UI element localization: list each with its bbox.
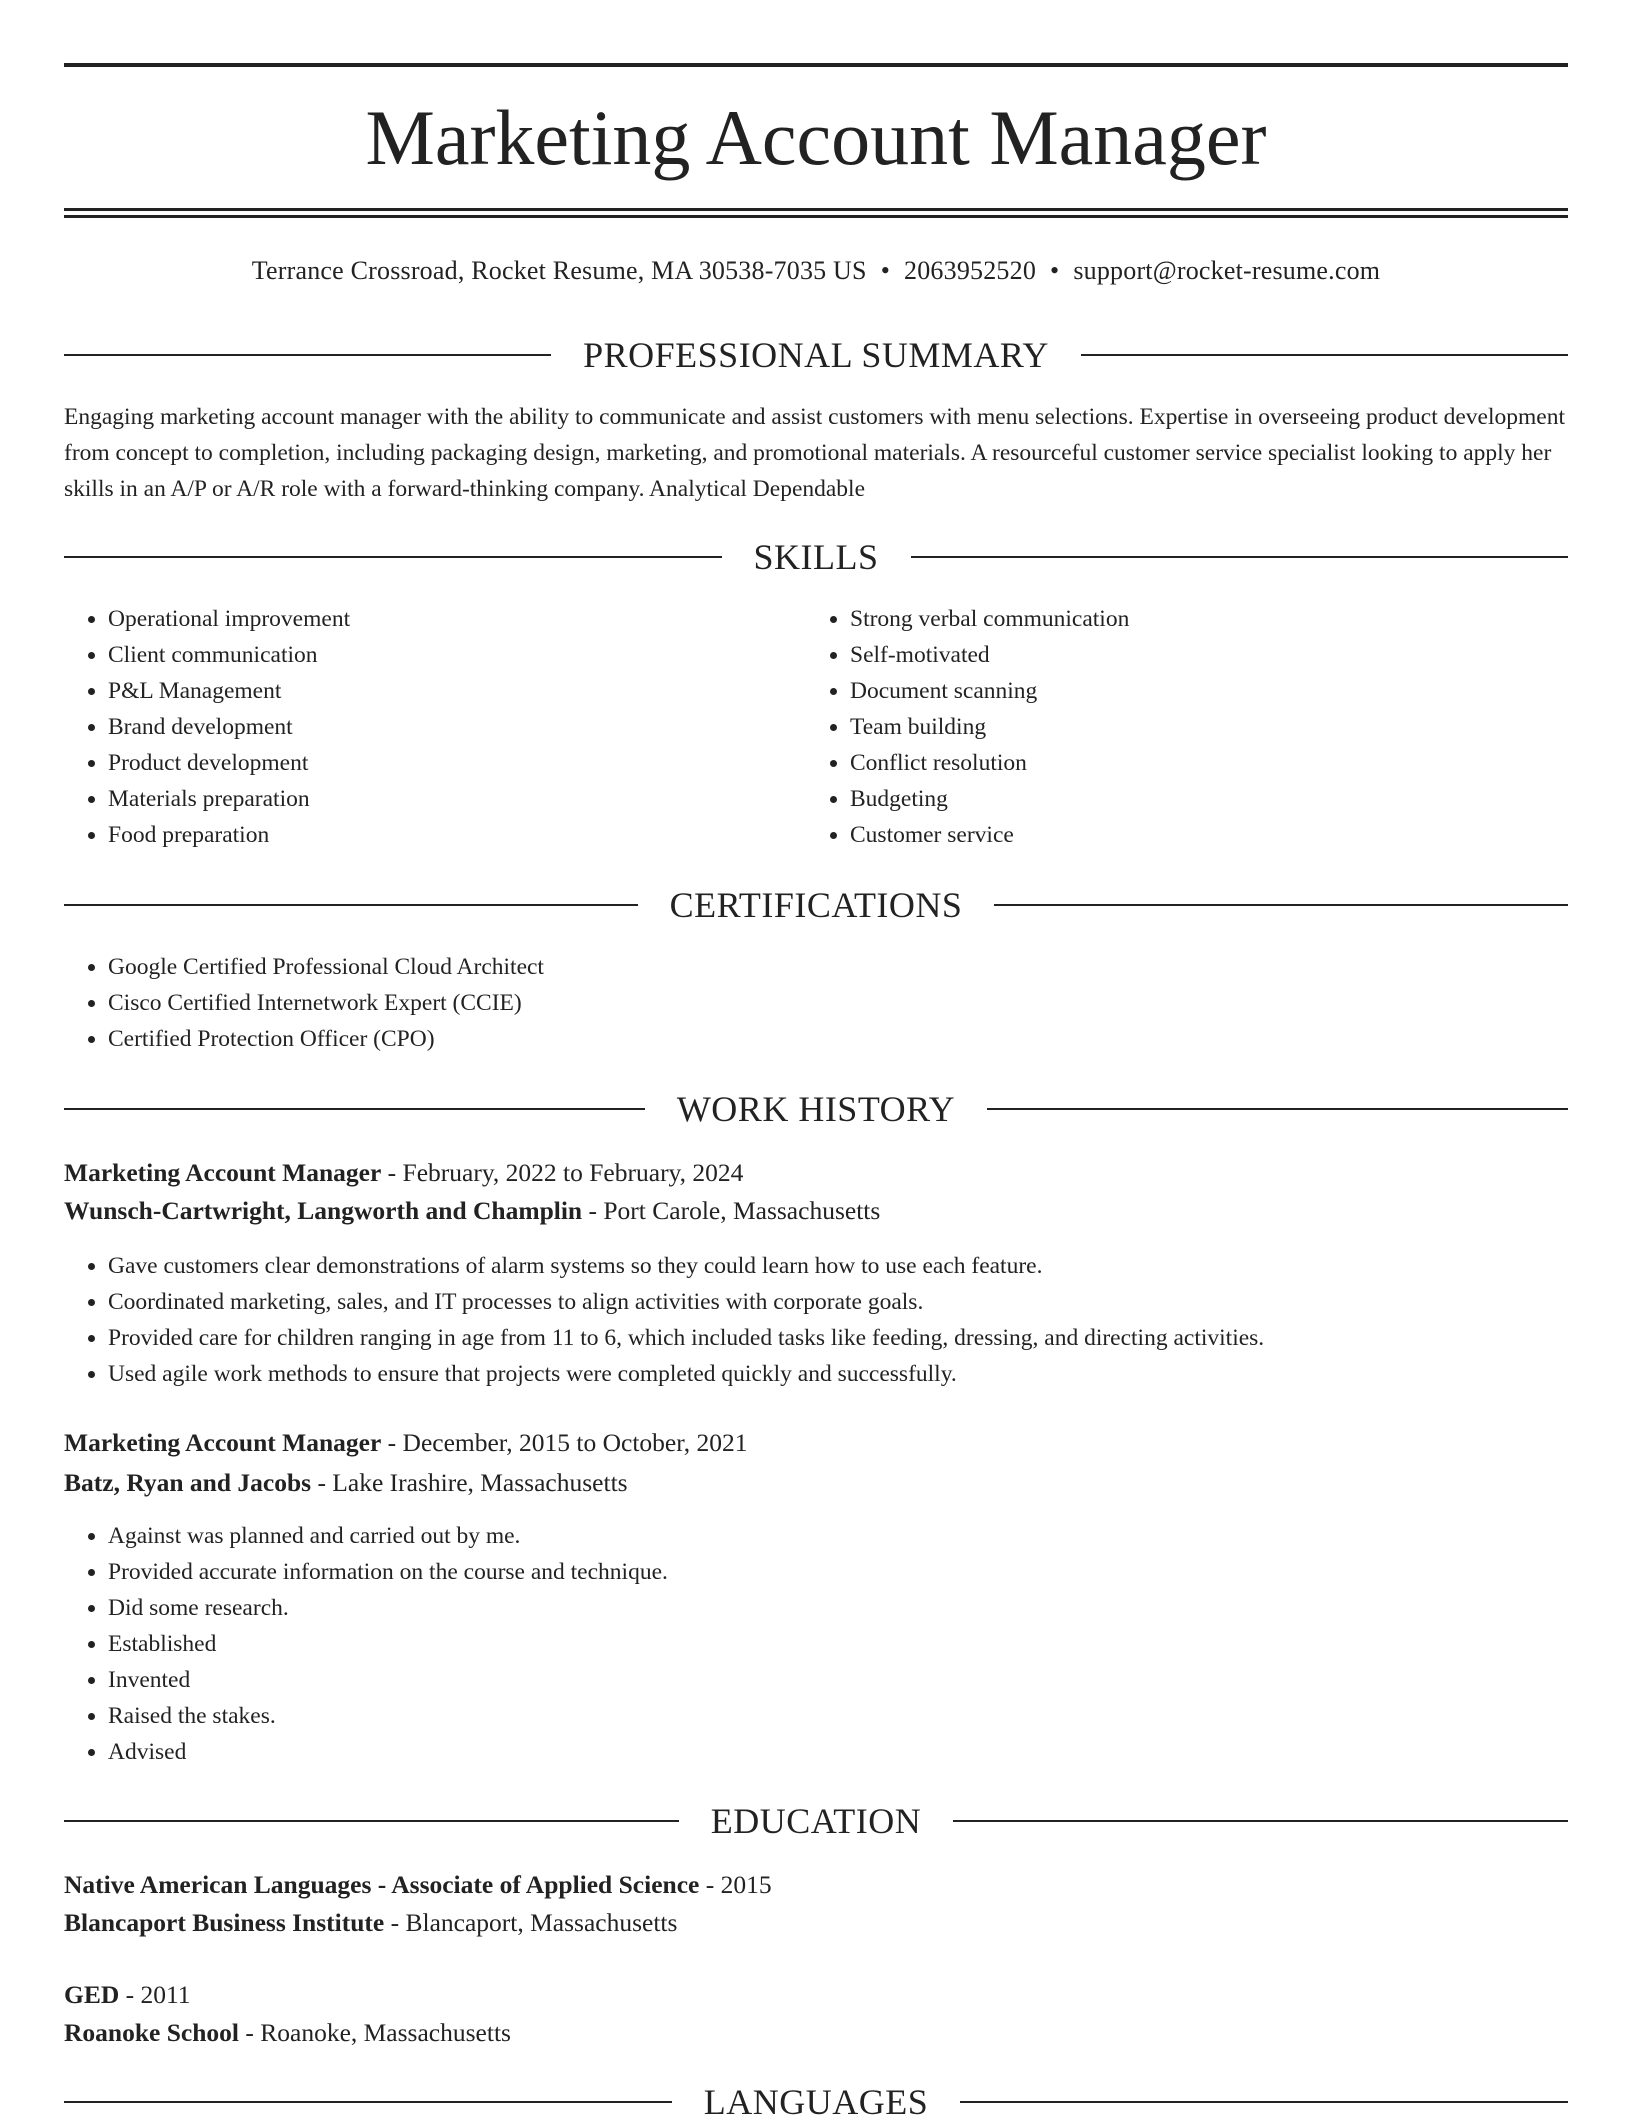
education-school: Blancaport Business Institute bbox=[64, 1908, 385, 1937]
job-company-line bbox=[64, 1192, 1568, 1230]
certification-item: • Cisco Certified Internetwork Expert (CCIE) bbox=[108, 985, 1508, 1021]
section-heading-skills bbox=[64, 535, 1568, 579]
job-location: - Lake Irashire, Massachusetts bbox=[311, 1468, 628, 1497]
certifications-list bbox=[64, 949, 1508, 1057]
education-degree: GED bbox=[64, 1980, 120, 2009]
section-rule bbox=[64, 556, 722, 558]
certification-item: • Google Certified Professional Cloud Architect bbox=[108, 949, 1508, 985]
double-rule-lower bbox=[64, 215, 1568, 218]
section-heading-certifications bbox=[64, 883, 1568, 927]
job-bullet: • Advised bbox=[108, 1734, 1568, 1770]
education-school-line bbox=[64, 1904, 1568, 1942]
section-rule bbox=[64, 2101, 672, 2103]
section-heading-work-history bbox=[64, 1087, 1568, 1131]
job-title-line bbox=[64, 1424, 1568, 1462]
summary-text: Engaging marketing account manager with the ability to communicate and assist customers with menu selections. Expertise in overseeing product development from concept to completion, including packaging design, marketing, and promotional materials. A resourceful customer service specialist looking to apply her skills in an A/P or A/R role with a forward-thinking company. Analytical Dependable bbox=[64, 404, 1565, 502]
skill-item: • Document scanning bbox=[850, 673, 1550, 709]
skills-list-right bbox=[806, 601, 1550, 853]
job-bullet: • Established bbox=[108, 1626, 1568, 1662]
job-title-line bbox=[64, 1154, 1568, 1192]
top-rule bbox=[64, 63, 1568, 67]
section-rule bbox=[64, 1108, 645, 1110]
job-bullet: • Did some research. bbox=[108, 1590, 1568, 1626]
skill-item: • Conflict resolution bbox=[850, 745, 1550, 781]
job-title: Marketing Account Manager bbox=[64, 1158, 382, 1187]
skill-item: • Client communication bbox=[108, 637, 788, 673]
contact-address: Terrance Crossroad, Rocket Resume, MA 30538-7035 US bbox=[251, 256, 867, 285]
skill-item: • Operational improvement bbox=[108, 601, 788, 637]
job-bullet: • Against was planned and carried out by me. bbox=[108, 1518, 1568, 1554]
job-bullet: • Provided care for children ranging in age from 11 to 6, which included tasks like feeding, dressing, and directing activities. bbox=[108, 1320, 1568, 1356]
job-bullet: • Invented bbox=[108, 1662, 1568, 1698]
job-bullet: • Used agile work methods to ensure that projects were completed quickly and successfully. bbox=[108, 1356, 1568, 1392]
section-rule bbox=[64, 904, 638, 906]
section-rule bbox=[1081, 354, 1568, 356]
job-location: - Port Carole, Massachusetts bbox=[582, 1196, 881, 1225]
skill-item: • Self-motivated bbox=[850, 637, 1550, 673]
section-heading-summary bbox=[64, 333, 1568, 377]
contact-separator: • bbox=[1050, 256, 1060, 285]
section-rule bbox=[994, 904, 1568, 906]
job-bullet: • Coordinated marketing, sales, and IT processes to align activities with corporate goals. bbox=[108, 1284, 1568, 1320]
section-rule bbox=[64, 1820, 679, 1822]
section-rule bbox=[953, 1820, 1568, 1822]
education-school-line bbox=[64, 2014, 1568, 2052]
contact-separator: • bbox=[880, 256, 891, 285]
job-bullets bbox=[64, 1518, 1568, 1770]
job-bullets bbox=[64, 1248, 1568, 1392]
section-title: LANGUAGES bbox=[703, 2082, 929, 2122]
job-title: Marketing Account Manager bbox=[64, 1428, 382, 1457]
education-school: Roanoke School bbox=[64, 2018, 239, 2047]
section-heading-languages bbox=[64, 2080, 1568, 2124]
job-company: Batz, Ryan and Jacobs bbox=[64, 1468, 312, 1497]
job-dates: - December, 2015 to October, 2021 bbox=[381, 1428, 748, 1457]
skill-item: • Strong verbal communication bbox=[850, 601, 1550, 637]
section-rule bbox=[64, 354, 551, 356]
section-title: CERTIFICATIONS bbox=[669, 885, 963, 925]
certification-item: • Certified Protection Officer (CPO) bbox=[108, 1021, 1508, 1057]
job-company-line bbox=[64, 1464, 1568, 1502]
section-heading-education bbox=[64, 1799, 1568, 1843]
skill-item: • Materials preparation bbox=[108, 781, 788, 817]
section-title: WORK HISTORY bbox=[676, 1089, 956, 1129]
resume-name: Marketing Account Manager bbox=[365, 94, 1267, 181]
job-dates: - February, 2022 to February, 2024 bbox=[381, 1158, 744, 1187]
skill-item: • Brand development bbox=[108, 709, 788, 745]
double-rule-upper bbox=[64, 208, 1568, 211]
contact-phone: 2063952520 bbox=[904, 256, 1037, 285]
job-bullet: • Raised the stakes. bbox=[108, 1698, 1568, 1734]
education-degree-line bbox=[64, 1866, 1568, 1904]
education-location: - Roanoke, Massachusetts bbox=[239, 2018, 511, 2047]
job-bullet: • Gave customers clear demonstrations of alarm systems so they could learn how to use each feature. bbox=[108, 1248, 1568, 1284]
section-rule bbox=[960, 2101, 1568, 2103]
education-degree: Native American Languages - Associate of Applied Science bbox=[64, 1870, 700, 1899]
section-title: PROFESSIONAL SUMMARY bbox=[583, 335, 1049, 375]
section-title: SKILLS bbox=[753, 537, 879, 577]
skill-item: • Product development bbox=[108, 745, 788, 781]
section-rule bbox=[911, 556, 1569, 558]
section-rule bbox=[987, 1108, 1568, 1110]
skill-item: • Budgeting bbox=[850, 781, 1550, 817]
education-year: - 2015 bbox=[699, 1870, 772, 1899]
skills-list-left bbox=[64, 601, 788, 853]
education-year: - 2011 bbox=[119, 1980, 191, 2009]
skill-item: • Team building bbox=[850, 709, 1550, 745]
section-title: EDUCATION bbox=[710, 1801, 922, 1841]
education-location: - Blancaport, Massachusetts bbox=[384, 1908, 678, 1937]
skill-item: • P&L Management bbox=[108, 673, 788, 709]
skill-item: • Customer service bbox=[850, 817, 1550, 853]
skill-item: • Food preparation bbox=[108, 817, 788, 853]
job-company: Wunsch-Cartwright, Langworth and Champlin bbox=[64, 1196, 583, 1225]
contact-email[interactable]: support@rocket-resume.com bbox=[1073, 256, 1381, 285]
contact-line bbox=[64, 254, 1568, 288]
education-degree-line bbox=[64, 1976, 1568, 2014]
job-bullet: • Provided accurate information on the course and technique. bbox=[108, 1554, 1568, 1590]
